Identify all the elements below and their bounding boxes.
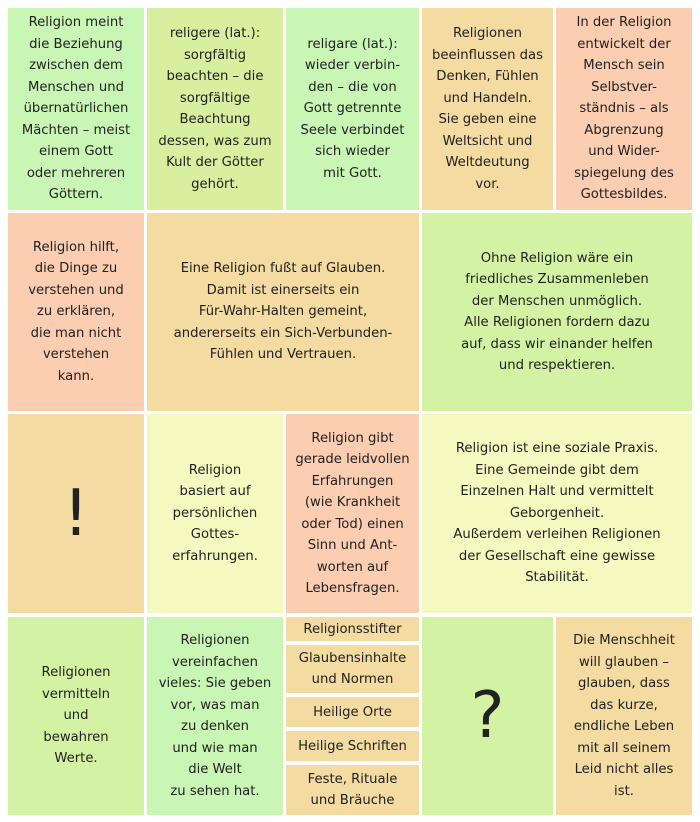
card-simplify	[147, 617, 283, 815]
card-social-practice	[422, 414, 692, 613]
card-text: religare (lat.): wieder verbin- den – die von Gott getrennte Seele verbindet sich wieder mit Gott.	[300, 36, 405, 181]
card-faith	[147, 213, 419, 411]
card-self-understanding	[556, 8, 692, 210]
label-glaubensinhalte	[286, 645, 419, 693]
card-text: Religion hilft, die Dinge zu verstehen und zu erklären, die man nicht verstehen kann.	[28, 239, 124, 384]
card-text: In der Religion entwickelt der Mensch sein Selbstver- ständnis – als Abgrenzung und Wider- spiegelung des Gottesbildes.	[574, 15, 674, 203]
card-text: Religionen vermitteln und bewahren Werte.	[41, 665, 111, 767]
label-heilige-schriften	[286, 731, 419, 761]
card-personal-experience	[147, 414, 283, 613]
card-religere	[147, 8, 283, 210]
card-humanity-believes	[556, 617, 692, 815]
card-influence	[422, 8, 553, 210]
card-text: Religion gibt gerade leidvollen Erfahrungen (wie Krankheit oder Tod) einen Sinn und Ant- worten auf Lebensfragen.	[295, 430, 410, 596]
card-text: Religionen beeinflussen das Denken, Fühlen und Handeln. Sie geben eine Weltsicht und Weltdeutung vor.	[431, 26, 543, 192]
label-heilige-orte	[286, 697, 419, 727]
question-icon	[422, 617, 553, 815]
card-text: Religion ist eine soziale Praxis. Eine Gemeinde gibt dem Einzelnen Halt und vermittelt Geborgenheit. Außerdem verleihen Religionen der Gesellschaft eine gewisse Stabilität.	[453, 441, 661, 586]
label-text: Glaubensinhalte und Normen	[298, 651, 407, 687]
label-religionsstifter	[286, 617, 419, 641]
card-peaceful-coexistence	[422, 213, 692, 411]
card-text: Religionen vereinfachen vieles: Sie geben vor, was man zu denken und wie man die Welt zu sehen hat.	[158, 633, 272, 799]
card-text: Ohne Religion wäre ein friedliches Zusammenleben der Menschen unmöglich. Alle Religionen fordern dazu auf, dass wir einander helfen und respektieren.	[461, 250, 653, 373]
card-religare	[286, 8, 419, 210]
label-text: Religionsstifter	[303, 621, 402, 637]
exclamation-mark: !	[63, 476, 89, 551]
card-text: Die Menschheit will glauben – glauben, dass das kurze, endliche Leben mit all seinem Leid nicht alles ist.	[573, 633, 675, 799]
label-feste-rituale	[286, 765, 419, 815]
card-text: Religion basiert auf persönlichen Gottes- erfahrungen.	[172, 462, 258, 564]
label-text: Heilige Orte	[313, 704, 392, 720]
card-text: Eine Religion fußt auf Glauben. Damit ist einerseits ein Für-Wahr-Halten gemeint, andererseits ein Sich-Verbunden- Fühlen und Vertrauen.	[173, 261, 393, 363]
card-values	[8, 617, 144, 815]
card-text: religere (lat.): sorgfältig beachten – die sorgfältige Beachtung dessen, was zum Kult der Götter gehört.	[158, 26, 272, 192]
label-text: Feste, Rituale und Bräuche	[307, 772, 398, 808]
card-religion-definition	[8, 8, 144, 210]
question-mark: ?	[470, 679, 505, 753]
label-text: Heilige Schriften	[298, 738, 407, 754]
card-text: Religion meint die Beziehung zwischen dem Menschen und übernatürlichen Mächten – meist einem Gott oder mehreren Göttern.	[21, 15, 131, 203]
exclamation-icon	[8, 414, 144, 613]
card-meaning	[286, 414, 419, 613]
card-understanding	[8, 213, 144, 411]
